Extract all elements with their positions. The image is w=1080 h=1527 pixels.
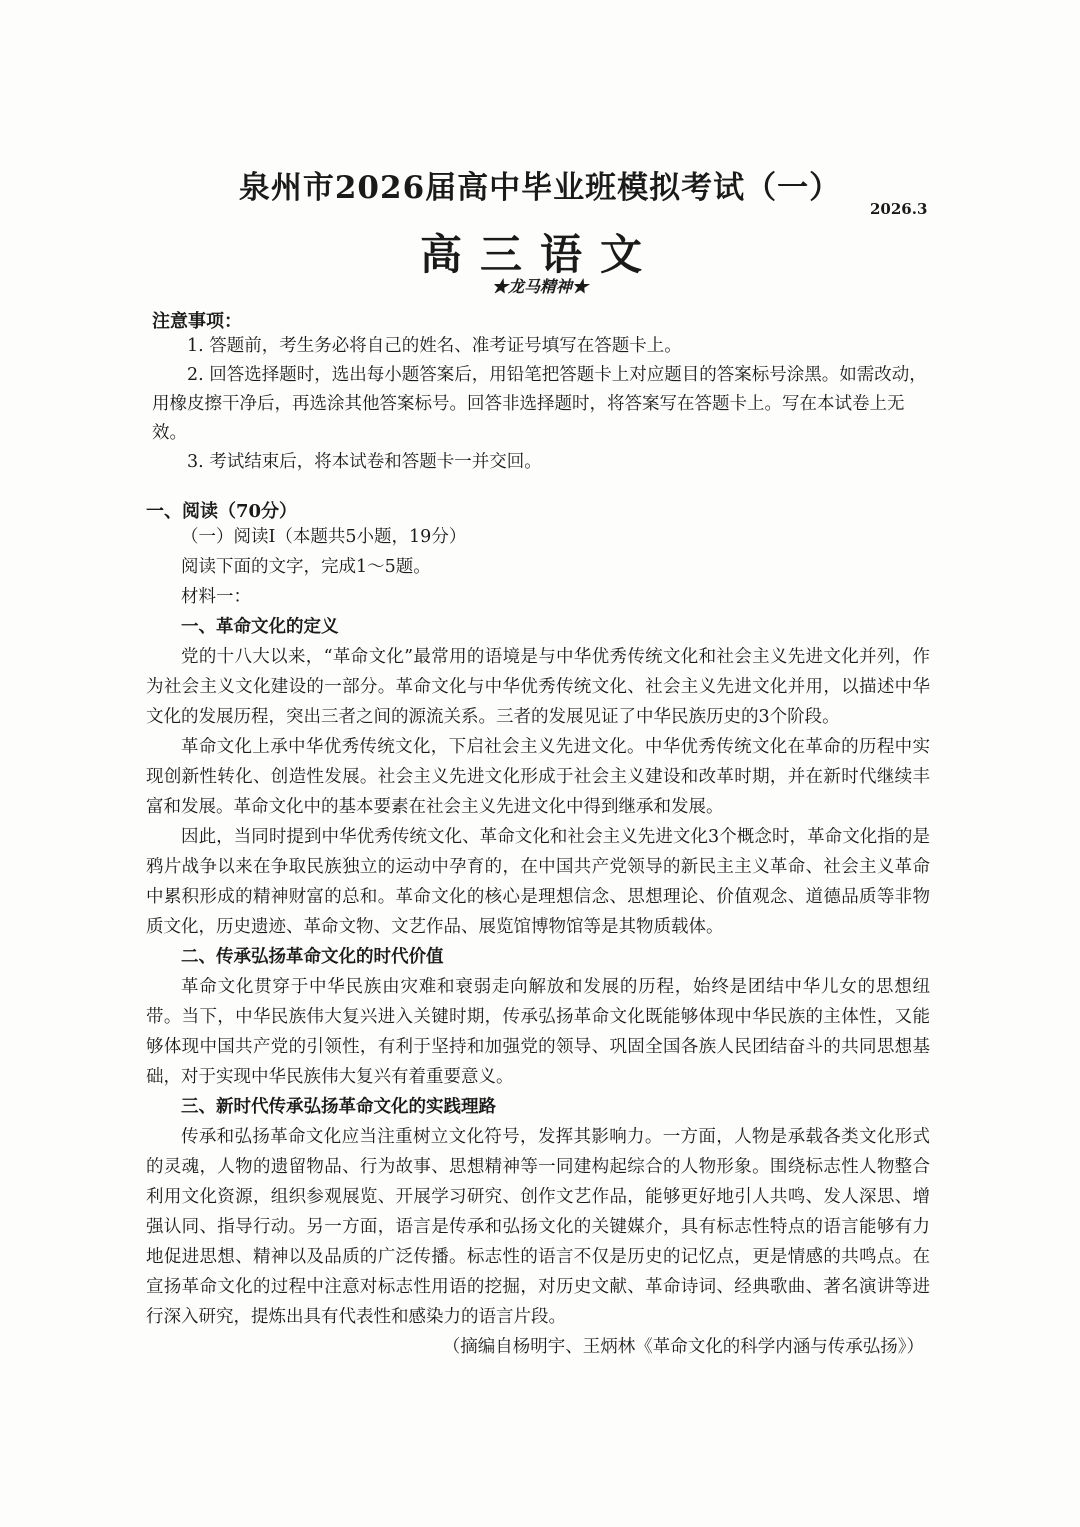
- exam-date: 2026.3: [870, 200, 928, 218]
- paragraph: 传承和弘扬革命文化应当注重树立文化符号，发挥其影响力。一方面，人物是承载各类文化形式的灵魂，人物的遗留物品、行为故事、思想精神等一同建构起综合的人物形象。围绕标志性人物整合利用文化资源，组织参观展览、开展学习研究、创作文艺作品，能够更好地引人共鸣、发人深思、增强认同、指导行动。另一方面，语言是传承和弘扬文化的关键媒介，具有标志性特点的语言能够有力地促进思想、精神以及品质的广泛传播。标志性的语言不仅是历史的记忆点，更是情感的共鸣点。在宣扬革命文化的过程中注意对标志性用语的挖掘，对历史文献、革命诗词、经典歌曲、著名演讲等进行深入研究，提炼出具有代表性和感染力的语言片段。: [146, 1127, 930, 1327]
- motto: ★龙马精神★: [491, 277, 588, 296]
- subject-title: 高三语文: [419, 230, 660, 279]
- notice-list: [152, 332, 930, 477]
- notice-item: 1. 答题前，考生务必将自己的姓名、准考证号填写在答题卡上。: [187, 336, 682, 356]
- section-heading: 一、阅读（70分）: [146, 501, 298, 522]
- paragraph: 党的十八大以来，“革命文化”最常用的语境是与中华优秀传统文化和社会主义先进文化并列，作为社会主义文化建设的一部分。革命文化与中华优秀传统文化、社会主义先进文化并用，以描述中华文化的发展历程，突出三者之间的源流关系。三者的发展见证了中华民族历史的3个阶段。: [146, 647, 930, 727]
- material-label: 材料一：: [181, 587, 251, 607]
- notice-item: 3. 考试结束后，将本试卷和答题卡一并交回。: [187, 452, 542, 472]
- paragraph: 革命文化贯穿于中华民族由灾难和衰弱走向解放和发展的历程，始终是团结中华儿女的思想纽带。当下，中华民族伟大复兴进入关键时期，传承弘扬革命文化既能够体现中华民族的主体性，又能够体现中国共产党的引领性，有利于坚持和加强党的领导、巩固全国各族人民团结奋斗的共同思想基础，对于实现中华民族伟大复兴有着重要意义。: [146, 977, 930, 1087]
- part1-title: 一、革命文化的定义: [181, 617, 339, 637]
- reading-passage: [146, 522, 930, 1362]
- reading-subheading: （一）阅读Ⅰ（本题共5小题，19分）: [181, 527, 467, 547]
- part2-title: 二、传承弘扬革命文化的时代价值: [181, 947, 444, 967]
- notice-item: 2. 回答选择题时，选出每小题答案后，用铅笔把答题卡上对应题目的答案标号涂黑。如需改动，用橡皮擦干净后，再选涂其他答案标号。回答非选择题时，将答案写在答题卡上。写在本试卷上无效。: [152, 365, 927, 443]
- notice-heading: 注意事项：: [152, 311, 242, 332]
- paragraph: 因此，当同时提到中华优秀传统文化、革命文化和社会主义先进文化3个概念时，革命文化指的是鸦片战争以来在争取民族独立的运动中孕育的，在中国共产党领导的新民主主义革命、社会主义革命中累积形成的精神财富的总和。革命文化的核心是理想信念、思想理论、价值观念、道德品质等非物质文化，历史遗迹、革命文物、文艺作品、展览馆博物馆等是其物质载体。: [146, 827, 930, 937]
- reading-instruction: 阅读下面的文字，完成1～5题。: [181, 557, 431, 577]
- paragraph: 革命文化上承中华优秀传统文化，下启社会主义先进文化。中华优秀传统文化在革命的历程中实现创新性转化、创造性发展。社会主义先进文化形成于社会主义建设和改革时期，并在新时代继续丰富和发展。革命文化中的基本要素在社会主义先进文化中得到继承和发展。: [146, 737, 930, 817]
- part3-title: 三、新时代传承弘扬革命文化的实践理路: [181, 1097, 496, 1117]
- exam-title: 泉州市2026届高中毕业班模拟考试（一）: [238, 170, 842, 206]
- source-citation: （摘编自杨明宇、王炳林《革命文化的科学内涵与传承弘扬》）: [442, 1337, 924, 1357]
